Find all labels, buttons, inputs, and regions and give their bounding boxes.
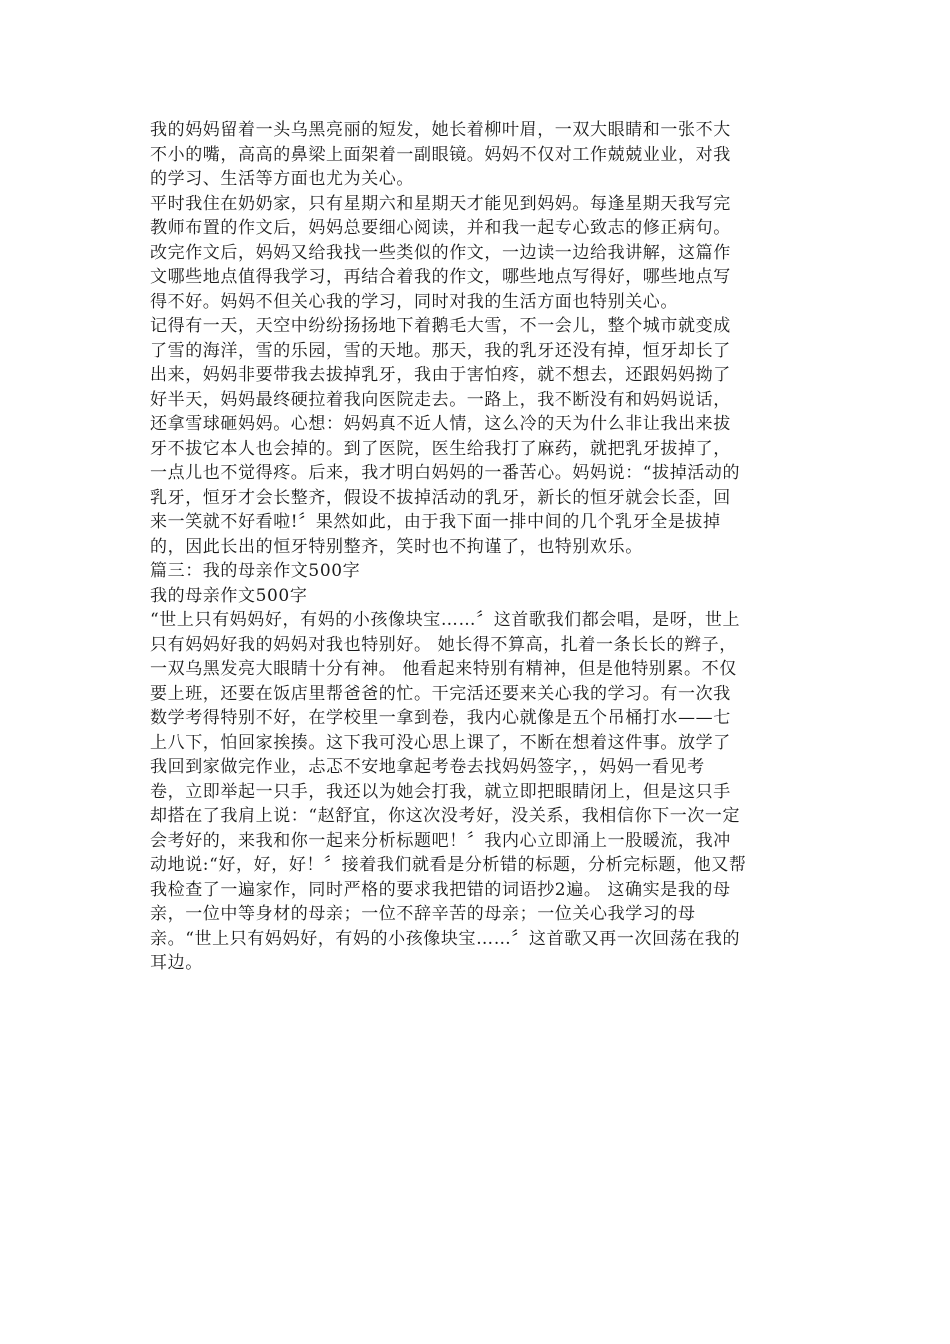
text-line: 只有妈妈好我的妈妈对我也特别好。 她长得不算高，扎着一条长长的辫子， bbox=[150, 634, 737, 655]
text-line: 的，因此长出的恒牙特别整齐，笑时也不拘谨了，也特别欢乐。 bbox=[150, 536, 643, 557]
text-line: 出来，妈妈非要带我去拔掉乳牙，我由于害怕疼，就不想去，还跟妈妈拗了 bbox=[150, 365, 731, 385]
text-line: 数学考得特别不好，在学校里一拿到卷，我内心就像是五个吊桶打水——七 bbox=[150, 708, 731, 728]
text-line: 牙不拔它本人也会掉的。到了医院，医生给我打了麻药，就把乳牙拔掉了， bbox=[150, 438, 731, 459]
text-line: 亲，一位中等身材的母亲；一位不辞辛苦的母亲；一位关心我学习的母 bbox=[150, 904, 696, 924]
text-line: 耳边。 bbox=[150, 953, 203, 973]
text-line: 一双乌黑发亮大眼睛十分有神。 他看起来特别有精神，但是他特别累。不仅 bbox=[150, 659, 737, 679]
essay-title: 我的母亲作文500字 bbox=[150, 585, 308, 606]
text-line: 我回到家做完作业，忐忑不安地拿起考卷去找妈妈签字，，妈妈一看见考 bbox=[150, 757, 705, 777]
text-line: 的学习、生活等方面也尤为关心。 bbox=[150, 169, 414, 189]
text-line: 记得有一天，天空中纷纷扬扬地下着鹅毛大雪，不一会儿，整个城市就变成 bbox=[150, 316, 731, 336]
text-line: 上八下，怕回家挨揍。这下我可没心思上课了，不断在想着这件事。放学了 bbox=[150, 732, 731, 753]
text-line: 我的妈妈留着一头乌黑亮丽的短发，她长着柳叶眉，一双大眼睛和一张不大 bbox=[150, 120, 731, 140]
document-body bbox=[150, 118, 800, 976]
text-line: 会考好的，来我和你一起来分析标题吧！〞我内心立即涌上一股暖流，我冲 bbox=[150, 830, 731, 851]
text-line: 得不好。妈妈不但关心我的学习，同时对我的生活方面也特别关心。 bbox=[150, 291, 678, 312]
text-line: 教师布置的作文后，妈妈总要细心阅读，并和我一起专心致志的修正病句。 bbox=[150, 218, 731, 238]
text-line: 一点儿也不觉得疼。后来，我才明白妈妈的一番苦心。妈妈说：“拔掉活动的 bbox=[150, 463, 741, 483]
text-line: 我检查了一遍家作，同时严格的要求我把错的词语抄2遍。 这确实是我的母 bbox=[150, 879, 731, 900]
text-line: 亲。“世上只有妈妈好，有妈的小孩像块宝……〞这首歌又再一次回荡在我的 bbox=[150, 928, 741, 949]
text-line: 好半天，妈妈最终硬拉着我向医院走去。一路上，我不断没有和妈妈说话， bbox=[150, 389, 731, 410]
text-line: 来一笑就不好看啦!〞果然如此，由于我下面一排中间的几个乳牙全是拔掉 bbox=[150, 512, 721, 532]
text-line: 平时我住在奶奶家，只有星期六和星期天才能见到妈妈。每逢星期天我写完 bbox=[150, 193, 731, 214]
text-line: 文哪些地点值得我学习，再结合着我的作文，哪些地点写得好，哪些地点写 bbox=[150, 267, 731, 287]
text-line: 还拿雪球砸妈妈。心想：妈妈真不近人情，这么冷的天为什么非让我出来拔 bbox=[150, 414, 731, 434]
text-line: 乳牙，恒牙才会长整齐，假设不拔掉活动的乳牙，新长的恒牙就会长歪，回 bbox=[150, 487, 731, 508]
text-line: 改完作文后，妈妈又给我找一些类似的作文，一边读一边给我讲解，这篇作 bbox=[150, 242, 731, 263]
text-line: 要上班，还要在饭店里帮爸爸的忙。干完活还要来关心我的学习。有一次我 bbox=[150, 683, 731, 704]
text-line: 卷，立即举起一只手，我还以为她会打我，就立即把眼睛闭上，但是这只手 bbox=[150, 781, 731, 802]
text-line: 不小的嘴，高高的鼻梁上面架着一副眼镜。妈妈不仅对工作兢兢业业，对我 bbox=[150, 144, 731, 165]
text-line: “世上只有妈妈好，有妈的小孩像块宝……〞这首歌我们都会唱，是呀，世上 bbox=[150, 610, 741, 630]
text-line: 了雪的海洋，雪的乐园，雪的天地。那天，我的乳牙还没有掉，恒牙却长了 bbox=[150, 340, 731, 361]
text-line: 却搭在了我肩上说：“赵舒宜，你这次没考好，没关系，我相信你下一次一定 bbox=[150, 806, 741, 826]
text-line: 动地说:“好，好，好！〞接着我们就看是分析错的标题，分析完标题，他又帮 bbox=[150, 855, 747, 875]
section-heading: 篇三：我的母亲作文500字 bbox=[150, 561, 361, 581]
